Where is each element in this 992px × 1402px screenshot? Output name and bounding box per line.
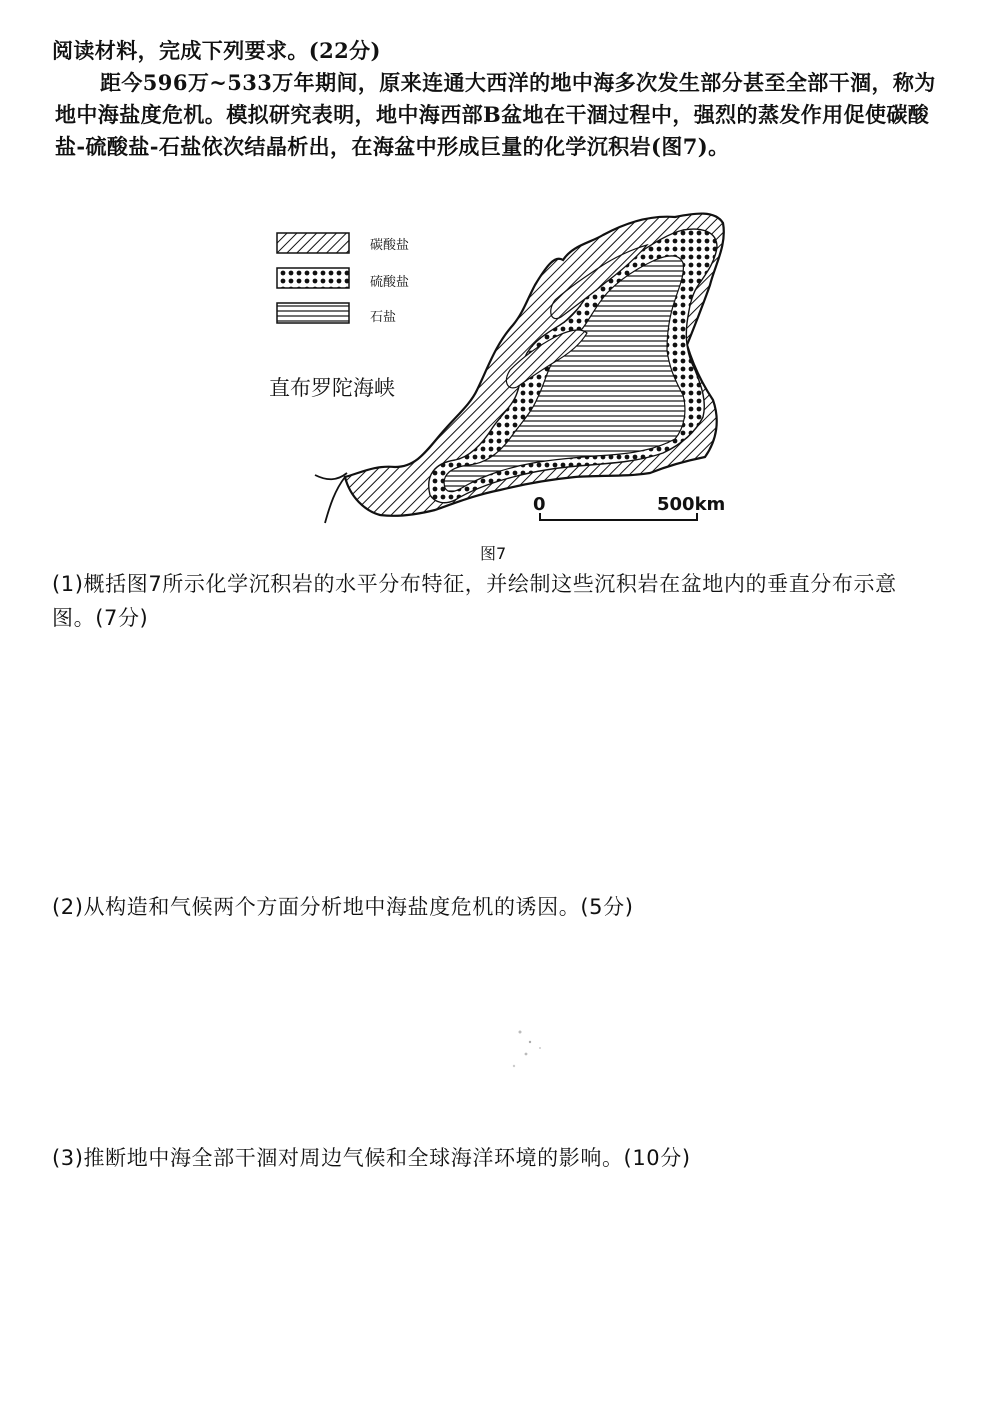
intro-line-3: 地中海盐度危机。模拟研究表明，地中海西部B盆地在干涸过程中，强烈的蒸发作用促使碳酸 [55,102,930,127]
legend-label-carbonate: 碳酸盐 [370,238,410,253]
basin-map-figure [255,205,755,535]
map-scale-bar [533,494,725,521]
question-1-line-1: (1)概括图7所示化学沉积岩的水平分布特征，并绘制这些沉积岩在盆地内的垂直分布示意 [52,572,897,596]
strait-channel [315,473,347,523]
scale-distance-label: 500km [657,494,726,515]
intro-line-1: 阅读材料，完成下列要求。(22分) [52,38,381,63]
scale-zero-label: 0 [533,494,546,515]
legend-swatch-carbonate [277,233,349,253]
intro-line-2: 距今596万~533万年期间，原来连通大西洋的地中海多次发生部分甚至全部干涸，称为 [100,70,936,95]
map-legend [277,233,409,325]
figure-caption: 图7 [480,544,507,563]
strait-label: 直布罗陀海峡 [269,376,395,400]
question-1-line-2: 图。(7分) [52,606,149,630]
legend-swatch-sulfate [277,268,349,288]
scan-speck [500,1020,560,1080]
intro-line-4: 盐-硫酸盐-石盐依次结晶析出，在海盆中形成巨量的化学沉积岩(图7)。 [55,134,730,159]
legend-label-sulfate: 硫酸盐 [370,275,410,290]
legend-label-halite: 石盐 [370,310,397,325]
legend-swatch-halite [277,303,349,323]
question-3: (3)推断地中海全部干涸对周边气候和全球海洋环境的影响。(10分) [52,1146,691,1170]
question-2: (2)从构造和气候两个方面分析地中海盐度危机的诱因。(5分) [52,895,634,919]
